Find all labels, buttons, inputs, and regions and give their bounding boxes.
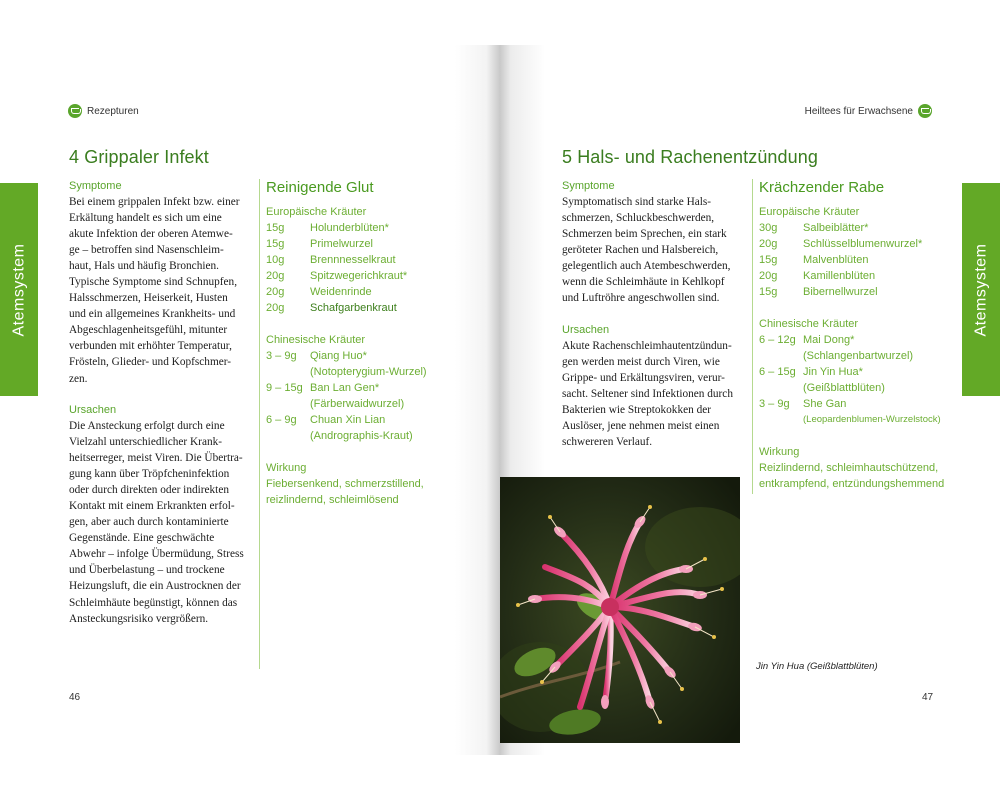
effect-line: Reizlindernd, schleimhautschützend, — [759, 462, 939, 474]
photo-caption: Jin Yin Hua (Geißblattblüten) — [756, 661, 878, 672]
amount: 3 – 9g — [266, 350, 297, 362]
recipe-line — [266, 412, 466, 428]
text-line: schwereren Verlauf. — [562, 436, 653, 449]
herb-name: Spitzwegerichkraut* — [310, 270, 408, 282]
text-line: Abwehr – infolge Übermüdung, Stress — [69, 548, 244, 561]
herb-name: Mai Dong* — [803, 334, 855, 346]
amount: 20g — [759, 238, 778, 250]
amount: 15g — [266, 222, 285, 234]
herb-name: Malvenblüten — [803, 254, 869, 266]
herb-name: Bibernellwurzel — [803, 286, 878, 298]
right-symptoms-text — [562, 194, 730, 306]
right-symptoms-heading: Symptome — [562, 180, 615, 192]
honeysuckle-illustration — [500, 477, 740, 743]
recipe-line — [266, 220, 466, 236]
recipe-line — [266, 348, 466, 364]
left-tab-label: Atemsystem — [10, 242, 28, 337]
text-line: gung kann über Tröpfcheninfektion — [69, 468, 230, 481]
left-causes-text — [69, 418, 244, 627]
text-line: haut, Hals und häufig Bronchien. — [69, 260, 219, 273]
text-line: Bakterien wie Streptokokken der — [562, 404, 712, 417]
right-chapter-tab — [962, 183, 1000, 396]
right-page-number: 47 — [922, 692, 934, 703]
herb-name: Holunderblüten* — [310, 222, 389, 234]
left-running-header — [68, 104, 139, 118]
text-line: gelegentlich auch Atembeschwerden, — [562, 260, 731, 273]
text-line: gen werden meist durch Viren, wie — [562, 356, 720, 369]
recipe-line — [266, 236, 466, 252]
amount: 15g — [759, 286, 778, 298]
herb-note: (Notopterygium-Wurzel) — [310, 366, 427, 378]
right-running-header — [805, 104, 932, 118]
text-line: und Luftröhre angeschwollen sind. — [562, 292, 720, 305]
herb-name: Schlüsselblumenwurzel* — [803, 238, 923, 250]
text-line: Abgeschlagenheitsgefühl, mitunter — [69, 324, 228, 337]
amount: 3 – 9g — [759, 398, 790, 410]
herb-name: Schafgarbenkraut — [310, 302, 397, 314]
left-symptoms-heading: Symptome — [69, 180, 122, 192]
text-line: akute Infektion der oberen Atemwe- — [69, 228, 233, 241]
text-line: ge – betroffen sind Nasenschleim- — [69, 244, 224, 257]
recipe-line — [759, 220, 959, 236]
right-recipe-box — [752, 179, 959, 494]
recipe-line — [759, 332, 959, 348]
text-line: Ansteckungsrisiko vergrößern. — [69, 612, 209, 625]
recipe-line — [759, 252, 959, 268]
text-line: und ein allgemeines Krankheits- und — [69, 308, 236, 321]
text-line: Kontakt mit einem Erkrankten erfol- — [69, 500, 235, 513]
herb-name: Salbeiblätter* — [803, 222, 869, 234]
right-tab-label: Atemsystem — [972, 242, 990, 337]
left-header-label: Rezepturen — [87, 105, 139, 117]
right-recipe-title: Krächzender Rabe — [759, 179, 885, 196]
amount: 15g — [759, 254, 778, 266]
recipe-line — [266, 284, 466, 300]
right-causes-heading: Ursachen — [562, 324, 610, 336]
text-line: Frösteln, Glieder- und Kopfschmer- — [69, 356, 232, 369]
recipe-line — [759, 396, 959, 412]
recipe-line — [266, 380, 466, 396]
herb-note: (Leopardenblumen-Wurzelstock) — [803, 414, 941, 425]
text-line: Symptomatisch sind starke Hals- — [562, 196, 712, 208]
amount: 20g — [266, 286, 285, 298]
left-page-number: 46 — [69, 692, 81, 703]
text-line: Gegenstände. Eine geschwächte — [69, 532, 215, 545]
right-page-title: 5 Hals- und Rachenentzündung — [562, 147, 818, 167]
text-line: zen. — [69, 372, 88, 385]
amount: 6 – 15g — [759, 366, 796, 378]
honeysuckle-photo — [500, 477, 740, 743]
text-line: oder durch direkten oder indirekten — [69, 484, 229, 497]
effect-line: entkrampfend, entzündungshemmend — [759, 478, 945, 490]
left-chinese-heading: Chinesische Kräuter — [266, 334, 366, 346]
text-line: Auslöser, jene nehmen meist einen — [562, 420, 720, 433]
recipe-line — [266, 268, 466, 284]
amount: 30g — [759, 222, 778, 234]
herb-name: Jin Yin Hua* — [803, 366, 863, 378]
text-line: Schmerzen beim Sprechen, ein stark — [562, 228, 727, 241]
text-line: Halsschmerzen, Heiserkeit, Husten — [69, 292, 228, 305]
herb-note: (Geißblattblüten) — [803, 382, 885, 394]
right-european-heading: Europäische Kräuter — [759, 206, 860, 218]
right-effect-heading: Wirkung — [759, 446, 800, 458]
text-line: schmerzen, Schluckbeschwerden, — [562, 212, 715, 225]
effect-line: Fiebersenkend, schmerzstillend, — [266, 478, 424, 490]
text-line: wenn die Schleimhäute in Kehlkopf — [562, 276, 725, 289]
left-page-title: 4 Grippaler Infekt — [69, 147, 209, 167]
left-effect-heading: Wirkung — [266, 462, 307, 474]
text-line: heitserreger, meist Viren. Die Übertra- — [69, 452, 243, 465]
recipe-line-note — [266, 428, 466, 444]
recipe-line — [759, 364, 959, 380]
herb-name: Ban Lan Gen* — [310, 382, 380, 394]
text-line: Typische Symptome sind Schnupfen, — [69, 276, 238, 289]
herb-name: Brennnesselkraut — [310, 254, 396, 266]
text-line: sacht. Seltener sind Infektionen durch — [562, 388, 733, 401]
herb-name: Chuan Xin Lian — [310, 414, 386, 426]
amount: 20g — [759, 270, 778, 282]
left-chapter-tab — [0, 183, 38, 396]
right-causes-text — [562, 338, 733, 450]
recipe-line — [266, 300, 466, 316]
recipe-line — [759, 236, 959, 252]
text-line: Heizungsluft, die ein Austrocknen der — [69, 580, 241, 593]
herb-note: (Schlangenbartwurzel) — [803, 350, 914, 362]
left-european-heading: Europäische Kräuter — [266, 206, 367, 218]
recipe-line-note — [759, 348, 959, 364]
recipe-line-note — [266, 364, 466, 380]
left-symptoms-text — [69, 194, 240, 387]
recipe-line-note — [759, 380, 959, 396]
recipe-line — [759, 284, 959, 300]
text-line: Schleimhäute begünstigt, können das — [69, 596, 238, 609]
amount: 10g — [266, 254, 285, 266]
text-line: gen, aber auch durch kontaminierte — [69, 516, 229, 529]
amount: 20g — [266, 302, 285, 314]
herb-name: She Gan — [803, 398, 847, 410]
text-line: Die Ansteckung erfolgt durch eine — [69, 420, 225, 432]
recipe-line-note — [759, 412, 959, 428]
text-line: Grippe- und Erkältungsviren, verur- — [562, 372, 725, 385]
right-header-label: Heiltees für Erwachsene — [804, 105, 913, 117]
recipe-line-note — [266, 396, 466, 412]
herb-name: Primelwurzel — [310, 238, 373, 250]
effect-line: reizlindernd, schleimlösend — [266, 494, 399, 506]
herb-name: Qiang Huo* — [310, 350, 367, 362]
teacup-icon — [68, 104, 82, 118]
text-line: Vielzahl unterschiedlicher Krank- — [69, 436, 223, 449]
right-chinese-heading: Chinesische Kräuter — [759, 318, 859, 330]
herb-note: (Andrographis-Kraut) — [310, 430, 413, 442]
text-line: verbunden mit erhöhter Temperatur, — [69, 340, 232, 353]
herb-note: (Färberwaidwurzel) — [310, 398, 405, 410]
amount: 6 – 12g — [759, 334, 796, 346]
amount: 9 – 15g — [266, 382, 303, 394]
recipe-line — [266, 252, 466, 268]
teacup-icon — [918, 104, 932, 118]
herb-name: Kamillenblüten — [803, 270, 876, 282]
left-recipe-title: Reinigende Glut — [266, 179, 374, 196]
text-line: Akute Rachenschleimhautentzündun- — [562, 340, 732, 352]
left-causes-heading: Ursachen — [69, 404, 117, 416]
text-line: Bei einem grippalen Infekt bzw. einer — [69, 196, 240, 208]
amount: 20g — [266, 270, 285, 282]
amount: 6 – 9g — [266, 414, 297, 426]
left-recipe-box — [259, 179, 466, 669]
text-line: geröteter Rachen und Halsbereich, — [562, 244, 719, 257]
recipe-line — [759, 268, 959, 284]
herb-name: Weidenrinde — [310, 286, 372, 298]
text-line: Erkältung handelt es sich um eine — [69, 212, 222, 225]
amount: 15g — [266, 238, 285, 250]
text-line: und Überbelastung – und trockene — [69, 564, 225, 577]
